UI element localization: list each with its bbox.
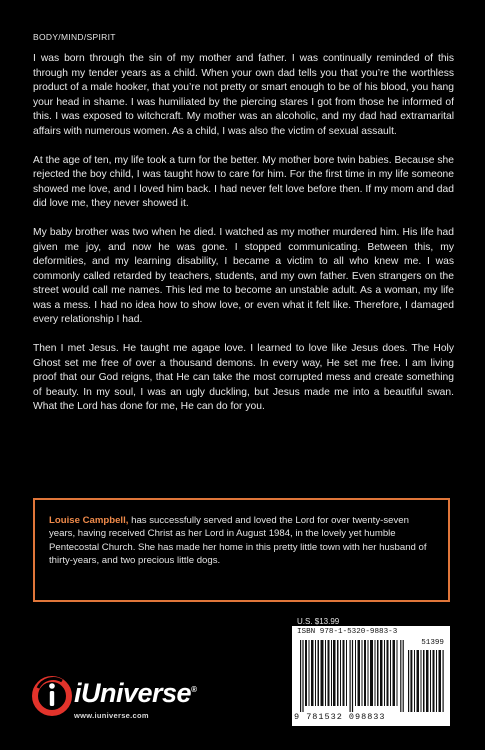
price-code: 51399 [421,639,444,647]
blurb-text [33,52,454,429]
price-barcode-bars-icon [408,650,444,712]
author-bio [49,514,434,567]
publisher-name: iUniverse® [74,678,197,708]
blurb-paragraph-4: Then I met Jesus. He taught me agape love. I learned to love like Jesus does. The Holy Ghost set me free of over a thousand demons. In every way, He set me free. I am living proof that our God reigns, that He can take the most corrupted mess and create something of beauty. In my soul, I was an ugly duckling, but Jesus made me into a beautiful swan. What the Lord has done for me, He can do for you. [33,343,454,412]
author-bio-text: has successfully served and loved the Lord for over twenty-seven years, having received Christ as her Lord in August 1984, in the lovely yet humble Pentecostal Church. She has made her home in this pretty little town with her husband of thirty-years, and two precious little dogs. [49,515,427,566]
price-label: U.S. $13.99 [297,617,340,626]
barcode-number: 9 781532 098833 [294,712,386,722]
publisher-logo [32,672,232,732]
isbn-text: ISBN 978-1-5320-9883-3 [297,628,398,636]
blurb-paragraph-2: At the age of ten, my life took a turn for the better. My mother bore twin babies. Because she rejected the boy child, I was taught how to care for him. For the first time in my life someone showed me love, and I loved him back. I had never felt love before then. If my mom and dad did love me, they never showed it. [33,154,454,209]
blurb-paragraph-1: I was born through the sin of my mother and father. I was continually reminded of this through my tender years as a child. When your own dad tells you that you’re the worthless product of a male hooker, that you’re not pretty or smart enough to be of his blood, you hang your head in shame. I was humiliated by the piercing stares I got from those he informed of this. I was exposed to witchcraft. My mother was an alcoholic, and my dad had extramarital affairs with numerous women. As a child, I was also the victim of sexual assault. [33,53,454,137]
iuniverse-swirl-icon [32,674,76,718]
isbn-barcode [292,626,450,726]
blurb-paragraph-3: My baby brother was two when he died. I watched as my mother murdered him. His life had given me joy, and now he was gone. I stopped communicating. Between this, my deformities, and my learning disability, I became a victim to all who knew me. I was commonly called retarded by teachers, students, and my own father. Even strangers on the street would call me names. This led me to become an unstable adult. As a woman, my life was a mess. I had no idea how to show love, or even what it felt like. Therefore, I damaged every relationship I had. [33,227,454,325]
publisher-url: www.iuniverse.com [74,711,149,720]
category-label: BODY/MIND/SPIRIT [33,32,116,42]
barcode-bars-icon [300,640,404,712]
author-bio-box [33,498,450,602]
author-name: Louise Campbell, [49,515,129,526]
